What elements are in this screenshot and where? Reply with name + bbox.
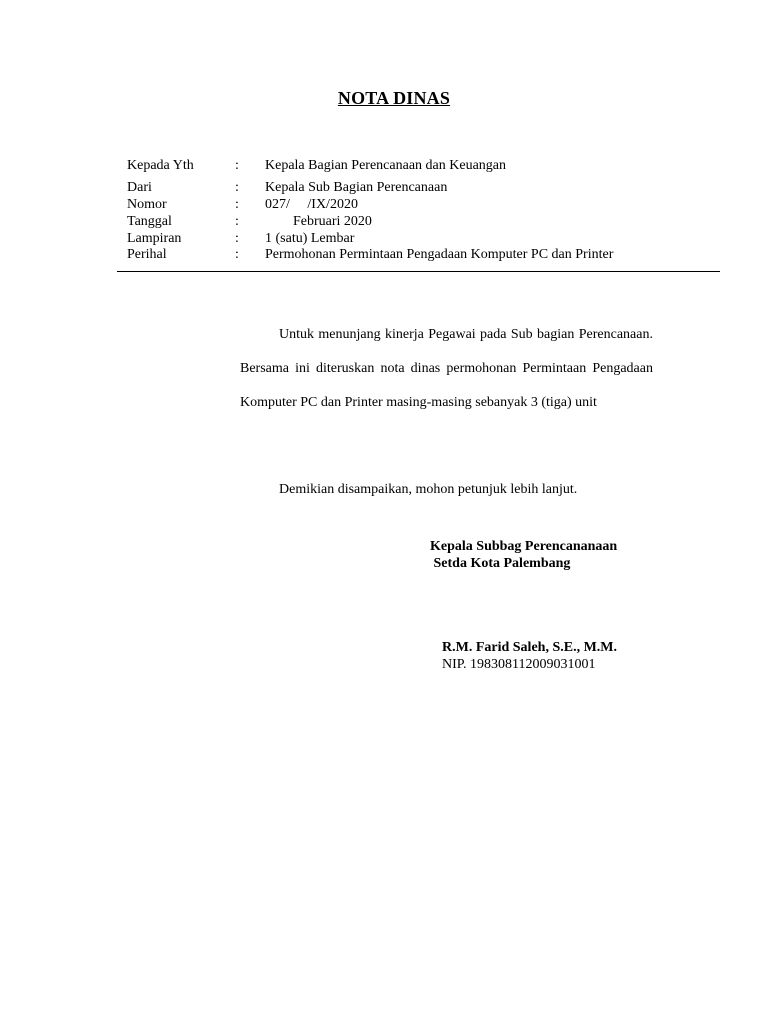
header-value: Februari 2020 — [265, 214, 372, 229]
body-paragraph: Untuk menunjang kinerja Pegawai pada Sub bagian Perencanaan. Bersama ini diteruskan nota dinas permohonan Permintaan Pengadaan Komputer PC dan Printer masing-masing sebanyak 3 (tiga) unit — [240, 327, 653, 410]
header-label: Nomor — [127, 197, 167, 212]
header-divider — [117, 271, 720, 272]
signatory-nip: NIP. 198308112009031001 — [442, 657, 596, 672]
signatory-position: Kepala Subbag Perencananaan — [430, 539, 618, 554]
header-label: Tanggal — [127, 214, 172, 229]
header-label: Lampiran — [127, 231, 182, 246]
signatory-office: Setda Kota Palembang — [430, 556, 571, 571]
header-value: 1 (satu) Lembar — [265, 231, 355, 246]
header-colon: : — [235, 214, 239, 229]
header-colon: : — [235, 247, 239, 262]
header-label: Dari — [127, 180, 152, 195]
header-colon: : — [235, 180, 239, 195]
header-label: Perihal — [127, 247, 167, 262]
signatory-name: R.M. Farid Saleh, S.E., M.M. — [442, 640, 617, 655]
header-value: Kepala Bagian Perencanaan dan Keuangan — [265, 158, 506, 173]
header-colon: : — [235, 231, 239, 246]
header-value: Kepala Sub Bagian Perencanaan — [265, 180, 448, 195]
header-label: Kepada Yth — [127, 158, 194, 173]
header-colon: : — [235, 197, 239, 212]
header-value: Permohonan Permintaan Pengadaan Komputer PC dan Printer — [265, 247, 614, 262]
closing-sentence: Demikian disampaikan, mohon petunjuk lebih lanjut. — [279, 482, 578, 497]
header-value: 027/ /IX/2020 — [265, 197, 358, 212]
document-title: NOTA DINAS — [337, 88, 451, 108]
header-colon: : — [235, 158, 239, 173]
